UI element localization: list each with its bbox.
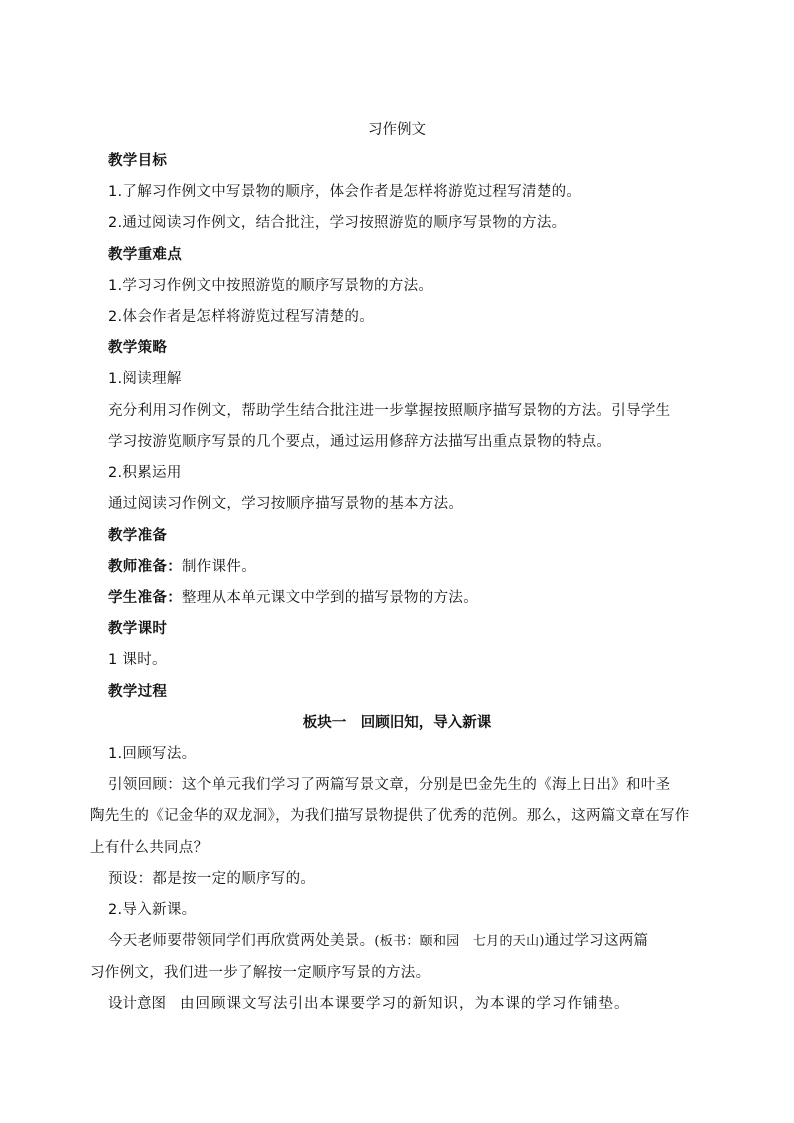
design-intent-label: 设计意图 [108, 996, 166, 1012]
student-prep-label: 学生准备： [108, 590, 182, 606]
step1-line-1: 引领回顾：这个单元我们学习了两篇写景文章，分别是巴金先生的《海上日出》和叶圣 [108, 777, 671, 793]
design-intent [108, 994, 630, 1014]
goal-item-1: 1.了解习作例文中写景物的顺序，体会作者是怎样将游览过程写清楚的。 [108, 184, 582, 200]
step2-title: 2.导入新课。 [108, 902, 197, 918]
block-title: 板块一 回顾旧知，导入新课 [302, 715, 492, 731]
hours-heading: 教学课时 [108, 621, 168, 637]
goal-item-2: 2.通过阅读习作例文，结合批注，学习按照游览的顺序写景物的方法。 [108, 215, 567, 231]
key-points-heading: 教学重难点 [108, 247, 182, 263]
step2-line-1-b: 通过学习这两篇 [544, 933, 649, 949]
step2-line-1-a: 今天老师要带领同学们再欣赏两处美景。 [108, 933, 375, 949]
preset-text: 预设：都是按一定的顺序写的。 [108, 871, 316, 887]
design-intent-text: 由回顾课文写法引出本课要学习的新知识，为本课的学习作铺垫。 [180, 996, 630, 1012]
step1-title: 1.回顾写法。 [108, 746, 197, 762]
process-heading: 教学过程 [108, 684, 168, 700]
teacher-prep [108, 557, 256, 577]
hours-text: 1 课时。 [108, 652, 167, 668]
strategy-1-title: 1.阅读理解 [108, 371, 182, 387]
document-title: 习作例文 [368, 122, 426, 138]
student-prep-text: 整理从本单元课文中学到的描写景物的方法。 [182, 590, 478, 606]
step2-line-2: 习作例文，我们进一步了解按一定顺序写景的方法。 [90, 965, 431, 981]
strategy-2-title: 2.积累运用 [108, 465, 182, 481]
step1-line-2: 陶先生的《记金华的双龙洞》，为我们描写景物提供了优秀的范例。那么，这两篇文章在写作 [90, 808, 690, 824]
step2-line-1 [108, 931, 648, 952]
strategy-heading: 教学策略 [108, 340, 168, 356]
student-prep [108, 588, 478, 608]
teacher-prep-label: 教师准备： [108, 559, 182, 575]
board-writing: (板书：颐和园 七月的天山) [374, 934, 545, 949]
strategy-1-line-1: 充分利用习作例文，帮助学生结合批注进一步掌握按照顺序描写景物的方法。引导学生 [108, 403, 671, 419]
step1-line-3: 上有什么共同点？ [90, 840, 209, 856]
teacher-prep-text: 制作课件。 [182, 559, 256, 575]
strategy-2-line: 通过阅读习作例文，学习按顺序描写景物的基本方法。 [108, 496, 464, 512]
prep-heading: 教学准备 [108, 528, 168, 544]
key-point-1: 1.学习习作例文中按照游览的顺序写景物的方法。 [108, 278, 434, 294]
strategy-1-line-2: 学习按游览顺序写景的几个要点，通过运用修辞方法描写出重点景物的特点。 [108, 434, 612, 450]
key-point-2: 2.体会作者是怎样将游览过程写清楚的。 [108, 309, 375, 325]
goals-heading: 教学目标 [108, 153, 168, 169]
